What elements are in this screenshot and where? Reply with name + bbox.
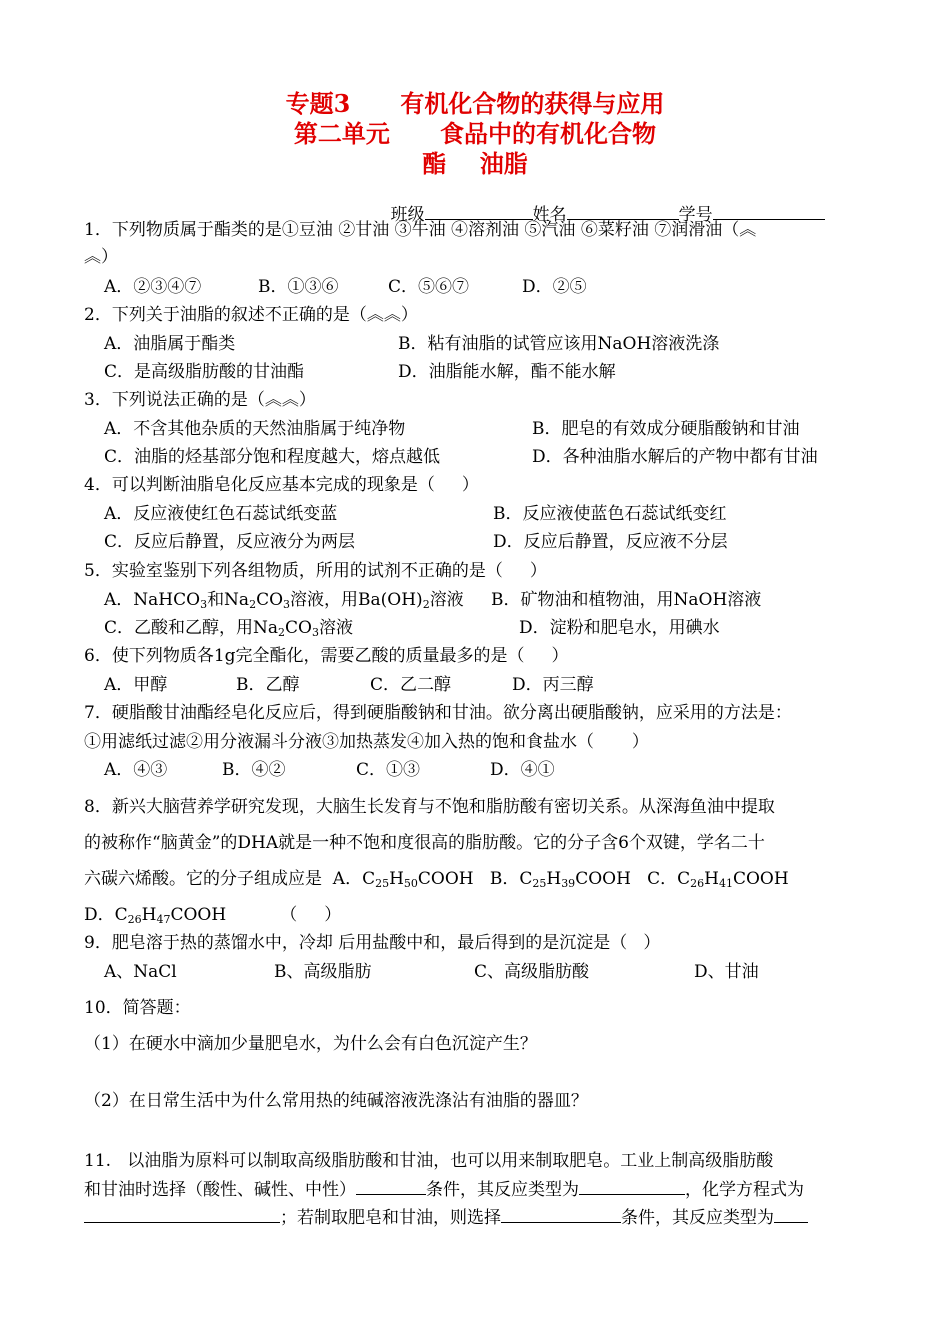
q3-option-b[interactable]: B．肥皂的有效成分硬脂酸钠和甘油 xyxy=(532,419,800,439)
q8-d-sub: 26 xyxy=(127,913,142,926)
q10-sub2: （2）在日常生活中为什么常用热的纯碱溶液洗涤沾有油脂的器皿？ xyxy=(84,1091,588,1111)
q8-c-sub: 26 xyxy=(690,877,705,890)
q5-option-a[interactable] xyxy=(104,589,464,611)
q5-a-text: 和Na xyxy=(207,590,250,610)
q11-blank-reaction-type[interactable] xyxy=(579,1178,685,1195)
q11-text: 和甘油时选择（酸性、碱性、中性） xyxy=(84,1180,356,1200)
q5-c-text: C．乙酸和乙醇，用Na xyxy=(104,618,279,638)
q2-option-c[interactable]: C．是高级脂肪酸的甘油酯 xyxy=(104,362,305,382)
number-label: 学号 xyxy=(678,205,713,225)
q5-a-sub: 2 xyxy=(422,598,430,611)
q8-d-text: COOH xyxy=(170,905,227,925)
title-topic: 专题3 有机化合物的获得与应用 xyxy=(285,89,665,118)
q8-a-sub: 50 xyxy=(403,877,418,890)
q11-blank-condition[interactable] xyxy=(356,1178,426,1195)
q4-option-b[interactable]: B．反应液使蓝色石蕊试纸变红 xyxy=(493,504,727,524)
q7-option-c[interactable]: C．①③ xyxy=(356,760,421,780)
q10-sub1: （1）在硬水中滴加少量肥皂水，为什么会有白色沉淀产生？ xyxy=(84,1034,537,1054)
q8-a-sub: 25 xyxy=(375,877,390,890)
class-label: 班级 xyxy=(390,205,425,225)
q8-d-text: H xyxy=(141,905,157,925)
q1-option-a[interactable]: A．②③④⑦ xyxy=(104,277,202,297)
q5-option-b[interactable]: B．矿物油和植物油，用NaOH溶液 xyxy=(491,590,762,610)
q4-option-c[interactable]: C．反应后静置，反应液分为两层 xyxy=(104,532,356,552)
q11-line3 xyxy=(84,1206,808,1229)
q8-line3-text: 六碳六烯酸。它的分子组成应是 A．C xyxy=(84,869,376,889)
q4-option-d[interactable]: D．反应后静置，反应液不分层 xyxy=(493,532,728,552)
q8-answer-paren[interactable]: （ ） xyxy=(280,905,342,925)
q8-a-text: COOH xyxy=(417,869,474,889)
q8-line1: 8．新兴大脑营养学研究发现，大脑生长发育与不饱和脂肪酸有密切关系。从深海鱼油中提取 xyxy=(84,797,775,817)
q11-blank-soap-condition[interactable] xyxy=(501,1206,621,1223)
q7-option-a[interactable]: A．④③ xyxy=(104,760,168,780)
q5-option-c[interactable] xyxy=(104,617,353,639)
q11-text: ；若制取肥皂和甘油，则选择 xyxy=(280,1208,501,1228)
class-blank[interactable] xyxy=(425,203,533,220)
q11-blank-soap-reaction-type[interactable] xyxy=(774,1206,808,1223)
q8-d-text[interactable]: D．C xyxy=(84,905,128,925)
q8-b-sub: 39 xyxy=(561,877,576,890)
q8-b-text[interactable]: B．C xyxy=(489,869,533,889)
q11-line1: 11. 以油脂为原料可以制取高级脂肪酸和甘油，也可以用来制取肥皂。工业上制高级脂肪酸 xyxy=(84,1151,774,1171)
q3-option-a[interactable]: A．不含其他杂质的天然油脂属于纯净物 xyxy=(104,419,406,439)
q2-stem: 2．下列关于油脂的叙述不正确的是（︽︽） xyxy=(84,305,418,325)
q5-stem: 5．实验室鉴别下列各组物质，所用的试剂不正确的是（ ） xyxy=(84,561,547,581)
q1-stem: 1．下列物质属于酯类的是①豆油 ②甘油 ③牛油 ④溶剂油 ⑤汽油 ⑥菜籽油 ⑦润滑油（︽ xyxy=(84,220,757,240)
number-blank[interactable] xyxy=(713,203,825,220)
q7-option-d[interactable]: D．④① xyxy=(490,760,555,780)
q9-option-c[interactable]: C、高级脂肪酸 xyxy=(474,962,590,982)
q1-option-b[interactable]: B．①③⑥ xyxy=(258,277,339,297)
q7-option-b[interactable]: B．④② xyxy=(222,760,286,780)
q5-c-sub: 2 xyxy=(278,626,286,639)
q5-a-text: A．NaHCO xyxy=(104,590,201,610)
q5-a-text: 溶液，用Ba(OH) xyxy=(290,590,423,610)
q8-c-text: COOH xyxy=(732,869,789,889)
q5-a-sub: 2 xyxy=(249,598,257,611)
q5-c-text: 溶液 xyxy=(318,618,353,638)
q4-stem: 4．可以判断油脂皂化反应基本完成的现象是（ ） xyxy=(84,475,479,495)
q3-stem: 3．下列说法正确的是（︽︽） xyxy=(84,390,316,410)
q5-c-sub: 3 xyxy=(311,626,319,639)
q1-option-c[interactable]: C．⑤⑥⑦ xyxy=(388,277,470,297)
q9-option-b[interactable]: B、高级脂肪 xyxy=(274,962,372,982)
q1-option-d[interactable]: D．②⑤ xyxy=(522,277,587,297)
q10-stem: 10．简答题： xyxy=(84,998,191,1018)
q8-line4 xyxy=(84,904,341,926)
q11-line2 xyxy=(84,1178,804,1201)
q5-a-text: CO xyxy=(256,590,284,610)
q2-option-a[interactable]: A．油脂属于酯类 xyxy=(104,334,236,354)
q5-option-d[interactable]: D．淀粉和肥皂水，用碘水 xyxy=(519,618,720,638)
q8-b-text: COOH xyxy=(575,869,631,889)
q9-stem: 9．肥皂溶于热的蒸馏水中，冷却 后用盐酸中和，最后得到的是沉淀是（ ） xyxy=(84,933,661,953)
q6-option-b[interactable]: B．乙醇 xyxy=(236,675,300,695)
q8-line3 xyxy=(84,868,789,890)
q8-c-text: H xyxy=(704,869,719,889)
q9-option-d[interactable]: D、甘油 xyxy=(694,962,759,982)
q2-option-d[interactable]: D．油脂能水解，酯不能水解 xyxy=(398,362,616,382)
q4-option-a[interactable]: A．反应液使红色石蕊试纸变蓝 xyxy=(104,504,338,524)
title-section: 酯 油脂 xyxy=(422,149,528,178)
q5-a-text: 溶液 xyxy=(429,590,464,610)
q11-text: ，化学方程式为 xyxy=(685,1180,804,1200)
title-unit: 第二单元 食品中的有机化合物 xyxy=(293,119,657,148)
q11-blank-equation[interactable] xyxy=(84,1206,280,1223)
name-blank[interactable] xyxy=(567,203,679,220)
q8-b-text: H xyxy=(546,869,562,889)
q7-stem-cont: ①用滤纸过滤②用分液漏斗分液③加热蒸发④加入热的饱和食盐水（ ） xyxy=(84,732,649,752)
q6-stem: 6．使下列物质各1g完全酯化，需要乙酸的质量最多的是（ ） xyxy=(84,646,569,666)
q8-b-sub: 25 xyxy=(532,877,547,890)
q3-option-d[interactable]: D．各种油脂水解后的产物中都有甘油 xyxy=(532,447,818,467)
q8-line2: 的被称作“脑黄金”的DHA就是一种不饱和度很高的脂肪酸。它的分子含6个双键，学名二十 xyxy=(84,833,765,853)
q8-d-sub: 47 xyxy=(156,913,171,926)
q3-option-c[interactable]: C．油脂的烃基部分饱和程度越大，熔点越低 xyxy=(104,447,441,467)
q2-option-b[interactable]: B．粘有油脂的试管应该用NaOH溶液洗涤 xyxy=(398,334,720,354)
q6-option-a[interactable]: A．甲醇 xyxy=(104,675,168,695)
q9-option-a[interactable]: A、NaCl xyxy=(104,962,177,982)
q7-stem: 7．硬脂酸甘油酯经皂化反应后，得到硬脂酸钠和甘油。欲分离出硬脂酸钠，应采用的方法是： xyxy=(84,703,792,723)
q11-text: 条件，其反应类型为 xyxy=(426,1180,579,1200)
q6-option-c[interactable]: C．乙二醇 xyxy=(370,675,452,695)
q11-text: 条件，其反应类型为 xyxy=(621,1208,774,1228)
q6-option-d[interactable]: D．丙三醇 xyxy=(512,675,594,695)
q8-c-text[interactable]: C．C xyxy=(647,869,691,889)
q5-a-sub: 3 xyxy=(283,598,291,611)
name-label: 姓名 xyxy=(532,205,567,225)
q8-c-sub: 41 xyxy=(718,877,733,890)
q8-a-text: H xyxy=(389,869,404,889)
q5-c-text: CO xyxy=(285,618,312,638)
q5-a-sub: 3 xyxy=(200,598,208,611)
q1-stem-cont: ︽） xyxy=(84,247,118,267)
